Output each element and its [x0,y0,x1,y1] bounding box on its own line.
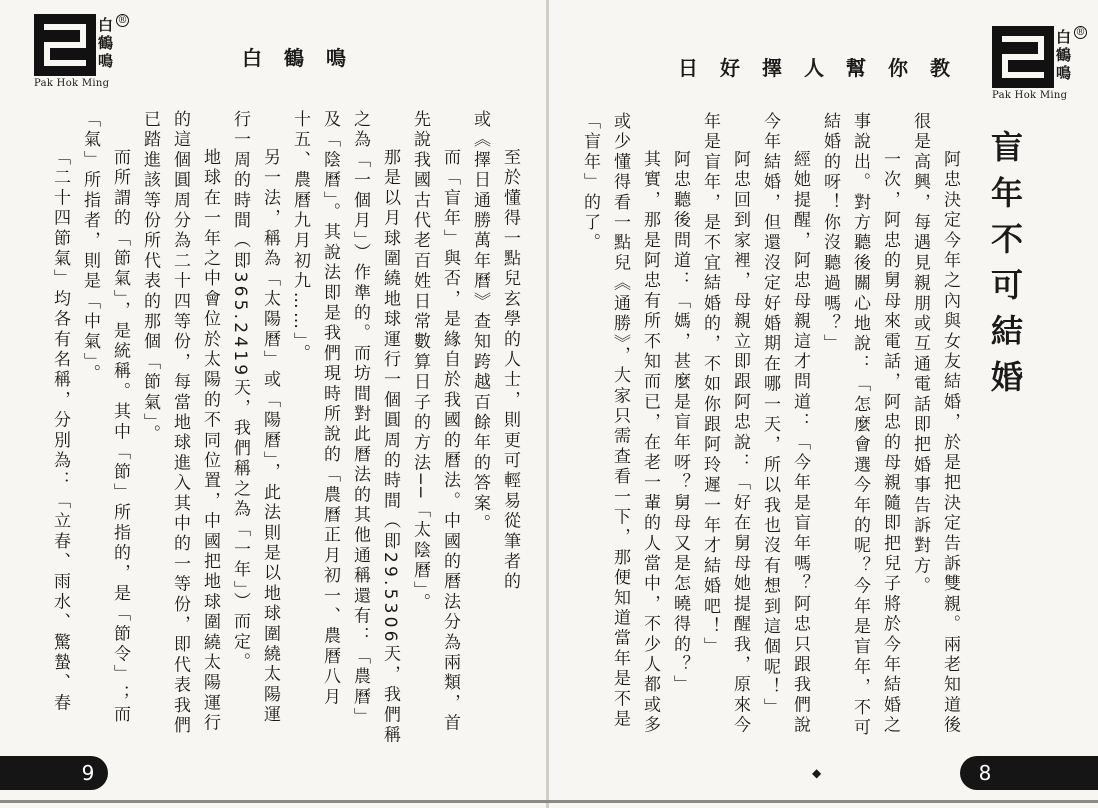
registered-mark: ® [117,15,128,26]
left-text-column: 及「陰曆」。其說法即是我們現時所說的「農曆正月初一、農曆八月 [320,110,340,708]
left-text-column: 而「盲年」與否，是緣自於我國的曆法。中國的曆法分為兩類，首 [440,148,460,734]
left-page-number-tab [0,756,108,790]
right-page-number: 8 [978,761,992,785]
logo-latin-text: Pak Hok Ming [34,78,110,89]
right-text-column: 阿忠聽後問道：「媽，甚麼是盲年呀？舅母又是怎曉得的？」 [670,150,690,696]
left-text-column: 那是以月球圍繞地球運行一個圓周的時間（即29.5306天，我們稱 [380,148,400,746]
chapter-heading: 盲年不可結婚 [986,130,1024,406]
left-running-title: 白鶴鳴 [242,46,368,70]
left-page-number: 9 [81,761,95,785]
left-text-column: 至於懂得一點兒玄學的人士，則更可輕易從筆者的 [500,148,520,593]
right-text-column: 阿忠決定今年之內與女友結婚，於是把決定告訴雙親。兩老知道後 [940,150,960,736]
right-text-column: 「盲年」的了。 [580,112,600,254]
page-bottom-edge [0,800,1098,803]
left-text-column: 「二十四節氣」均各有名稱，分別為：「立春、雨水、驚蟄、春 [50,148,70,714]
logo-chars: 白鶴鳴 [98,16,114,70]
right-text-column: 結婚的呀！你沒聽過嗎？」 [820,112,840,355]
left-text-column: 行一周的時間（即365.2419天，我們稱之為「一年」）而定。 [230,110,250,673]
left-text-column: 已踏進該等份所代表的那個「節氣」。 [140,110,160,445]
left-text-column: 或《擇日通勝萬年曆》查知跨越百餘年的答案。 [470,110,490,535]
left-text-column: 地球在一年之中會位於太陽的不同位置，中國把地球圍繞太陽運行 [200,148,220,734]
registered-mark: ® [1075,27,1086,38]
book-gutter [546,0,549,808]
bullet-mark: ◆ [812,766,822,780]
left-text-column: 的這個圓周分為二十四等份，每當地球進入其中的一等份，即代表我們 [170,110,190,737]
logo-latin-text: Pak Hok Ming [992,90,1068,101]
right-text-column: 阿忠回到家裡，母親立即跟阿忠說：「好在舅母她提醒我，原來今 [730,150,750,736]
left-text-column: 而所謂的「節氣」，是統稱。其中「節」所指的，是「節令」；而 [110,148,130,726]
right-running-title: 日好擇人幫你教 [678,56,972,80]
left-text-column: 先說我國古代老百姓日常數算日子的方法──「太陰曆」。 [410,110,430,614]
right-text-column: 年是盲年，是不宜結婚的，不如你跟阿玲遲一年才結婚吧！」 [700,112,720,658]
right-text-column: 事說出。對方聽後關心地說：「怎麼會選今年的呢？今年是盲年，不可 [850,112,870,739]
pak-hok-ming-logo [34,14,130,104]
left-text-column: 之為「一個月」）作準的。而坊間對此曆法的其他通稱還有：「農曆」 [350,110,370,728]
left-text-column: 另一法，稱為「太陽曆」或「陽曆」，此法則是以地球圍繞太陽運 [260,148,280,726]
right-text-column: 很是高興，每遇見親朋或互通電話即把婚事告訴對方。 [910,112,930,597]
left-text-column: 「氣」所指者，則是「中氣」。 [80,110,100,385]
right-text-column: 今年結婚，但還沒定好婚期在哪一天，所以我也沒有想到這個呢！」 [760,112,780,718]
left-text-column: 十五、農曆九月初九……」。 [290,110,310,365]
right-text-column: 經她提醒，阿忠母親這才問道：「今年是盲年嗎？阿忠只跟我們說 [790,150,810,736]
logo-chars: 白鶴鳴 [1056,28,1072,82]
right-page-number-tab [960,756,1098,790]
right-text-column: 或少懂得看一點兒《通勝》，大家只需查看一下，那便知道當年是不是 [610,112,630,730]
right-text-column: 其實，那是阿忠有所不知而已，在老一輩的人當中，不少人都或多 [640,150,660,736]
right-text-column: 一次，阿忠的舅母來電話，阿忠的母親隨即把兒子將於今年結婚之 [880,150,900,736]
pak-hok-ming-logo [992,26,1088,116]
